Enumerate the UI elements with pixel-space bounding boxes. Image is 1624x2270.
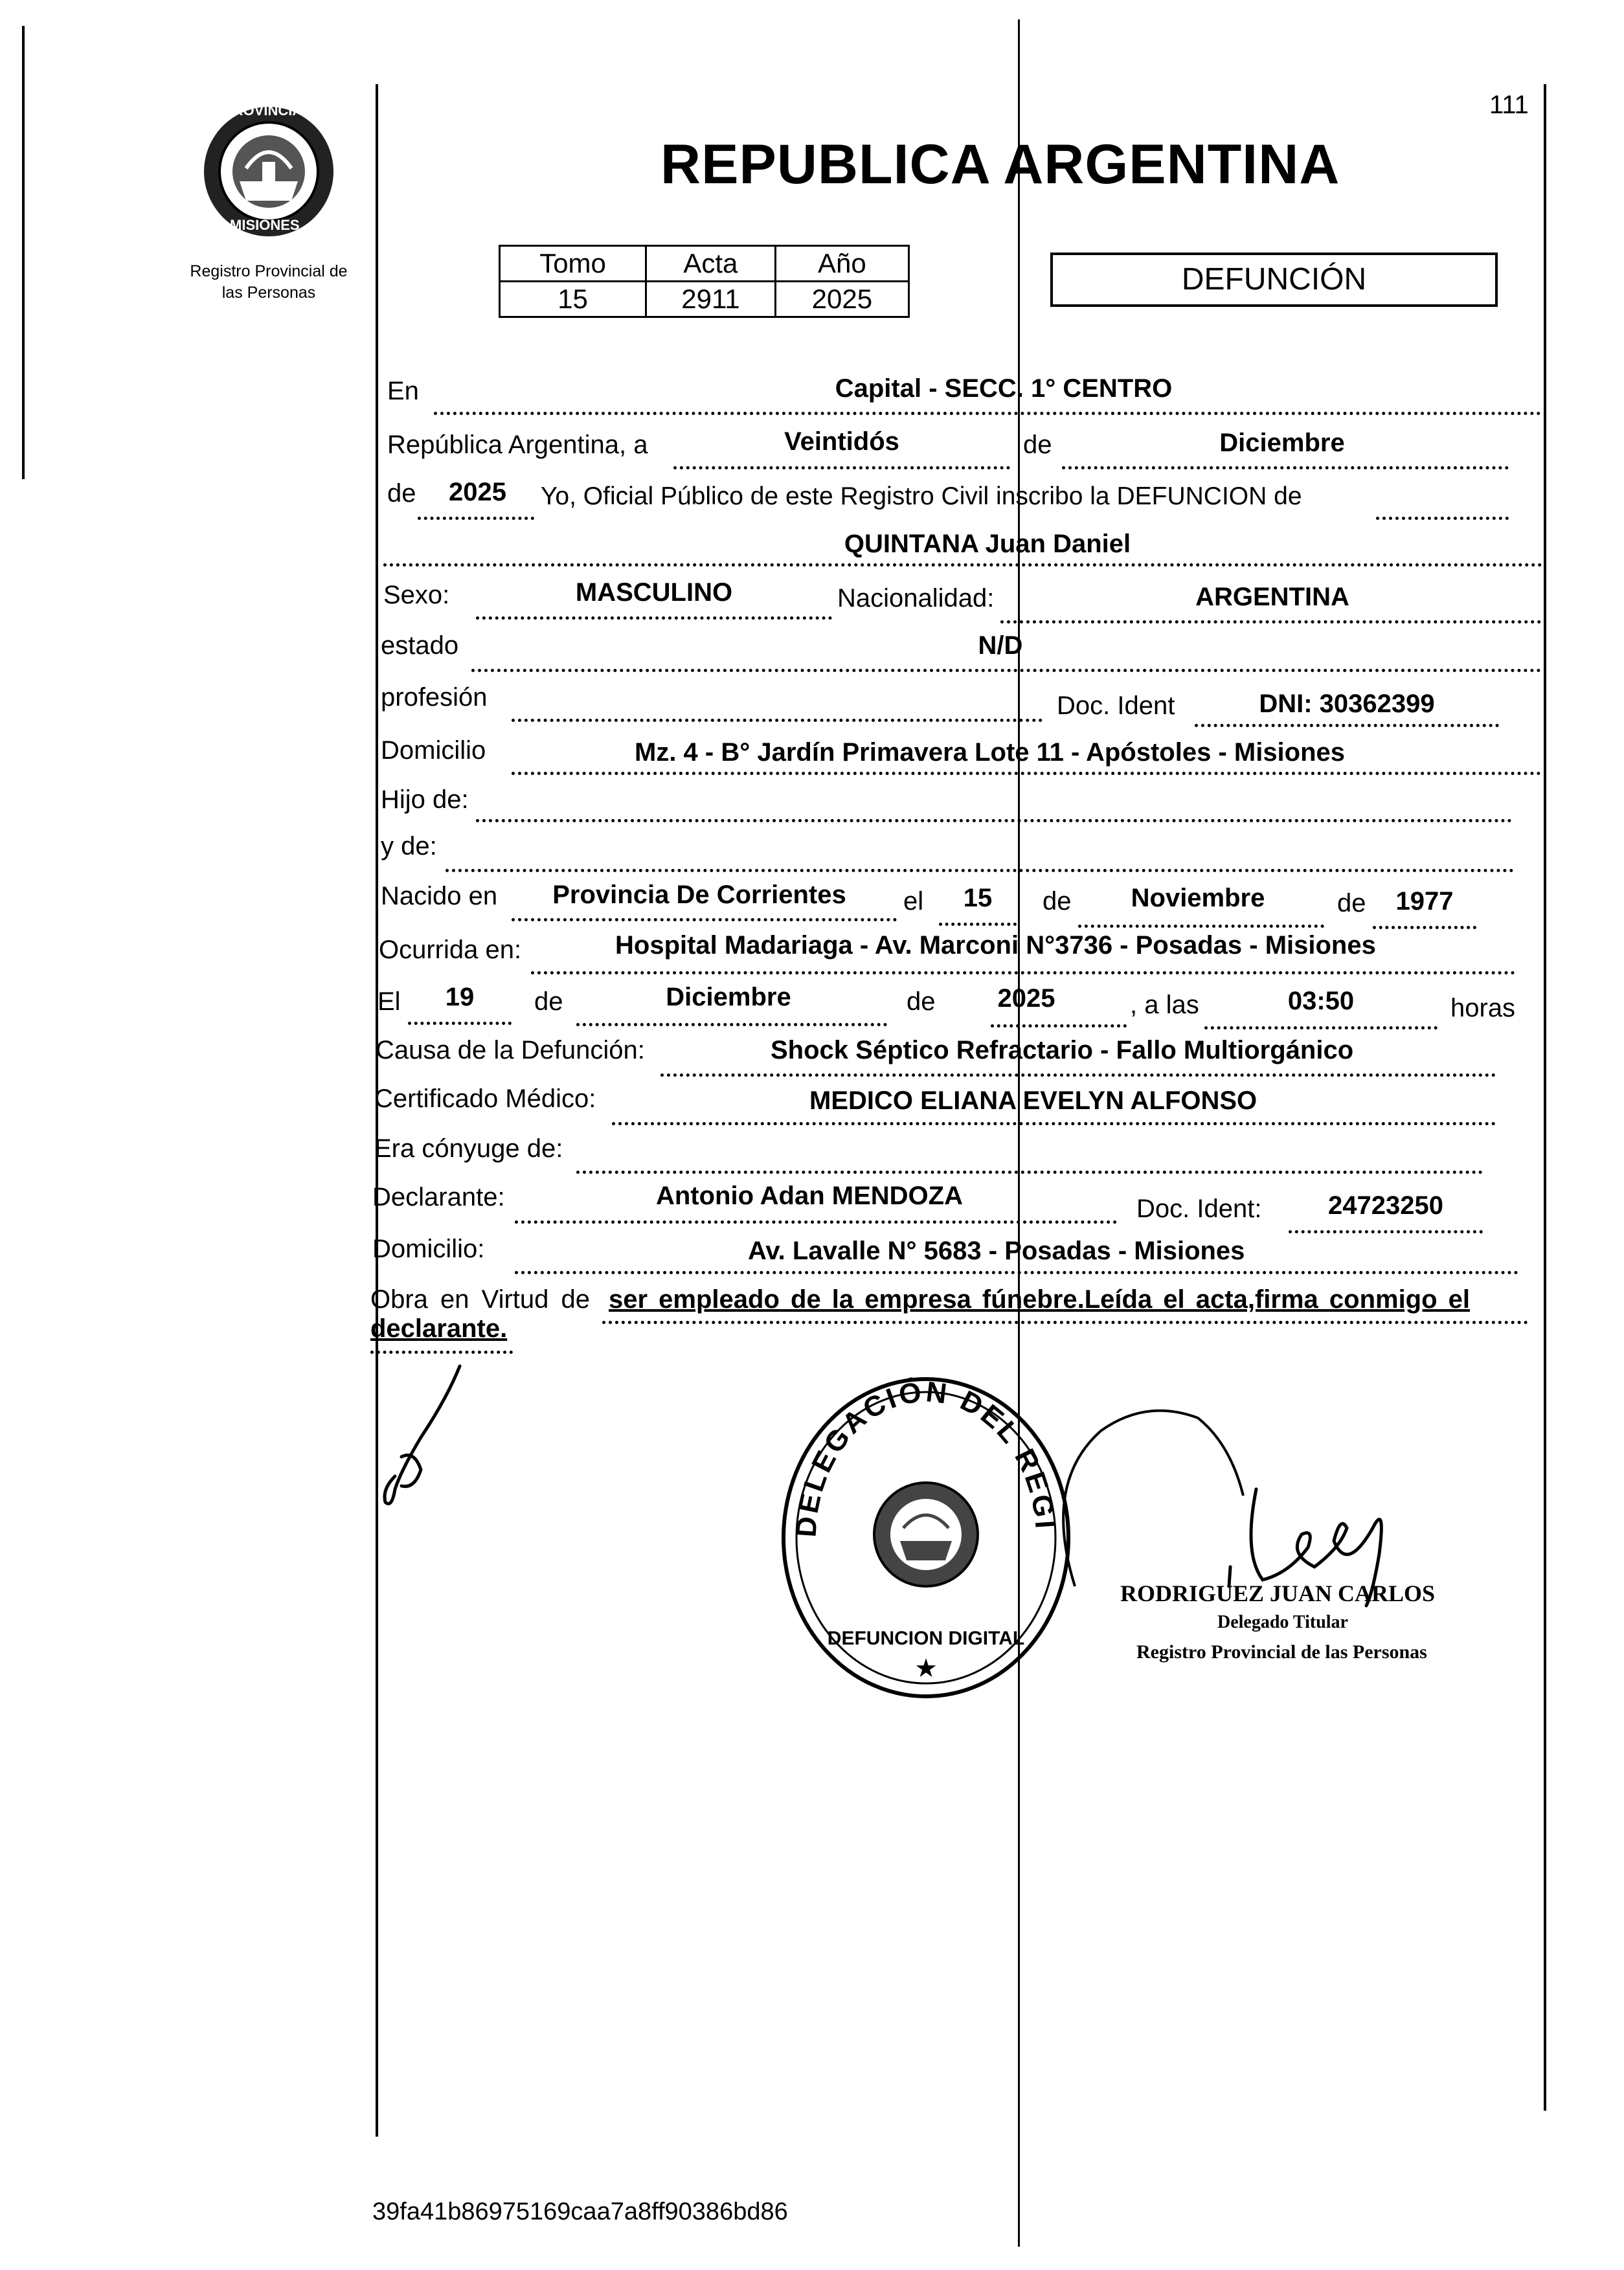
- nacido-label: Nacido en: [381, 882, 498, 910]
- registry-name-line2: las Personas: [221, 284, 316, 302]
- rep-label: República Argentina, a: [387, 431, 648, 459]
- death-day-value: 19: [445, 983, 475, 1011]
- declarante-label: Declarante:: [372, 1183, 505, 1211]
- death-de2-label: de: [907, 987, 936, 1016]
- nacionalidad-dotted-line: [1000, 620, 1541, 624]
- death-year-value: 2025: [997, 984, 1055, 1013]
- obra-dotted-line: [602, 1321, 1528, 1324]
- nacionalidad-value: ARGENTINA: [1195, 583, 1349, 611]
- doc-ident-dotted-line: [1195, 724, 1499, 727]
- doc-ident-value: DNI: 30362399: [1259, 690, 1435, 718]
- obra-dotted-line-2: [370, 1351, 513, 1354]
- stamp-star: ★: [914, 1654, 938, 1683]
- profesion-label: profesión: [381, 683, 488, 712]
- nacido-day-dotted-line: [939, 923, 1017, 926]
- rep-day-value: Veintidós: [784, 427, 899, 456]
- obra-value-1: ser empleado de la empresa fúnebre.Leída el acta,firma conmigo el: [609, 1285, 1471, 1314]
- acta-header-acta: Acta: [646, 246, 776, 282]
- conyuge-label: Era cónyuge de:: [374, 1134, 563, 1163]
- right-border-line: [1544, 84, 1546, 2111]
- nacido-year-value: 1977: [1395, 887, 1454, 916]
- declarante-doc-label: Doc. Ident:: [1136, 1195, 1262, 1223]
- yde-label: y de:: [381, 832, 437, 860]
- rep-day-dotted-line: [673, 466, 1010, 469]
- oficial-dotted-line: [1376, 517, 1509, 520]
- nacido-de-label: de: [1043, 887, 1072, 916]
- yde-dotted-line: [445, 869, 1514, 872]
- acta-header-anio: Año: [775, 246, 908, 282]
- estado-dotted-line: [471, 669, 1541, 672]
- doc-ident-label: Doc. Ident: [1057, 691, 1175, 720]
- document-hash: 39fa41b86975169caa7a8ff90386bd86: [372, 2198, 788, 2225]
- page-title: REPUBLICA ARGENTINA: [660, 133, 1340, 196]
- document-type-box: DEFUNCIÓN: [1050, 253, 1498, 307]
- nacido-place-value: Provincia De Corrientes: [552, 881, 846, 909]
- year-de-label: de: [387, 479, 416, 508]
- acta-header-row: [500, 246, 909, 282]
- acta-value-acta: 2911: [646, 282, 776, 317]
- certificado-value: MEDICO ELIANA EVELYN ALFONSO: [809, 1086, 1257, 1115]
- official-stamp-icon: [777, 1373, 1075, 1703]
- declarante-doc-dotted-line: [1289, 1230, 1483, 1233]
- nacido-de2-label: de: [1337, 889, 1366, 917]
- officer-organization: Registro Provincial de las Personas: [1136, 1641, 1427, 1663]
- domicilio2-label: Domicilio:: [372, 1235, 485, 1263]
- official-stamp: [777, 1373, 1075, 1703]
- domicilio-label: Domicilio: [381, 736, 486, 765]
- page-number: 111: [1489, 91, 1529, 119]
- death-month-dotted-line: [576, 1023, 887, 1026]
- registry-name-line1: Registro Provincial de: [190, 262, 348, 280]
- nacido-place-dotted-line: [512, 918, 897, 921]
- year-dotted-line: [418, 517, 534, 520]
- name-dotted-line: [383, 563, 1542, 567]
- officer-name: RODRIGUEZ JUAN CARLOS: [1120, 1580, 1436, 1606]
- death-time-value: 03:50: [1287, 987, 1355, 1015]
- obra-label: Obra en Virtud de: [370, 1285, 591, 1314]
- nacido-month-dotted-line: [1078, 925, 1324, 928]
- acta-header-tomo: Tomo: [500, 246, 646, 282]
- en-dotted-line: [434, 412, 1541, 415]
- nacido-day-value: 15: [963, 884, 993, 912]
- nacido-month-value: Noviembre: [1131, 884, 1265, 912]
- stamp-ring-text: DELEGACIÓN DEL REGI: [790, 1376, 1061, 1538]
- stamp-inner-text: DEFUNCION DIGITAL: [827, 1628, 1025, 1649]
- death-time-dotted-line: [1204, 1026, 1438, 1029]
- domicilio2-dotted-line: [515, 1271, 1518, 1274]
- declarante-dotted-line: [515, 1220, 1117, 1224]
- estado-value: N/D: [978, 631, 1023, 660]
- alas-label: , a las: [1130, 991, 1199, 1019]
- nacido-year-dotted-line: [1373, 926, 1476, 929]
- death-month-value: Diciembre: [666, 983, 791, 1011]
- causa-label: Causa de la Defunción:: [376, 1036, 645, 1064]
- fold-line: [1018, 19, 1020, 2247]
- rep-month-value: Diciembre: [1219, 429, 1345, 457]
- declarante-value: Antonio Adan MENDOZA: [655, 1182, 963, 1210]
- domicilio2-value: Av. Lavalle N° 5683 - Posadas - Misiones: [748, 1237, 1245, 1265]
- year-value: 2025: [449, 478, 506, 506]
- causa-dotted-line: [660, 1073, 1496, 1077]
- seal-text-bottom: MISIONES: [230, 217, 300, 233]
- declarant-signature: [376, 1360, 518, 1515]
- death-day-dotted-line: [408, 1022, 512, 1025]
- acta-value-anio: 2025: [775, 282, 908, 317]
- acta-table: [499, 245, 910, 318]
- estado-label: estado: [381, 631, 459, 660]
- ocurrida-value: Hospital Madariaga - Av. Marconi N°3736 - Posadas - Misiones: [615, 931, 1376, 960]
- left-margin-line: [22, 26, 25, 479]
- profesion-dotted-line: [512, 719, 1043, 722]
- death-de-label: de: [534, 987, 563, 1016]
- causa-value: Shock Séptico Refractario - Fallo Multiorgánico: [771, 1036, 1354, 1064]
- conyuge-dotted-line: [576, 1171, 1483, 1174]
- domicilio-value: Mz. 4 - B° Jardín Primavera Lote 11 - Apóstoles - Misiones: [635, 738, 1346, 767]
- seal-text-top: PROVINCIA DE: [223, 102, 326, 118]
- en-value: Capital - SECC. 1° CENTRO: [835, 374, 1173, 403]
- rep-de-label: de: [1023, 431, 1052, 459]
- oficial-text: Yo, Oficial Público de este Registro Civil inscribo la DEFUNCION de: [541, 482, 1302, 510]
- certificado-label: Certificado Médico:: [374, 1084, 596, 1113]
- ocurrida-dotted-line: [531, 971, 1515, 974]
- certificado-dotted-line: [612, 1122, 1496, 1125]
- death-el-label: El: [378, 987, 401, 1016]
- horas-label: horas: [1450, 994, 1516, 1022]
- death-year-dotted-line: [991, 1024, 1127, 1028]
- nacionalidad-label: Nacionalidad:: [837, 584, 995, 612]
- deceased-name-value: QUINTANA Juan Daniel: [844, 530, 1131, 558]
- acta-value-tomo: 15: [500, 282, 646, 317]
- sexo-dotted-line: [476, 616, 832, 620]
- hijo-label: Hijo de:: [381, 785, 469, 814]
- domicilio-dotted-line: [512, 772, 1541, 775]
- hijo-dotted-line: [476, 819, 1512, 822]
- ocurrida-label: Ocurrida en:: [379, 936, 522, 964]
- obra-value-2: declarante.: [370, 1314, 508, 1343]
- nacido-el-label: el: [903, 887, 924, 916]
- rep-month-dotted-line: [1062, 466, 1509, 469]
- sexo-value: MASCULINO: [575, 578, 733, 607]
- declarante-doc-value: 24723250: [1328, 1191, 1443, 1220]
- acta-value-row: [500, 282, 909, 317]
- sexo-label: Sexo:: [383, 581, 450, 609]
- officer-position: Delegado Titular: [1217, 1612, 1348, 1632]
- en-label: En: [387, 377, 419, 405]
